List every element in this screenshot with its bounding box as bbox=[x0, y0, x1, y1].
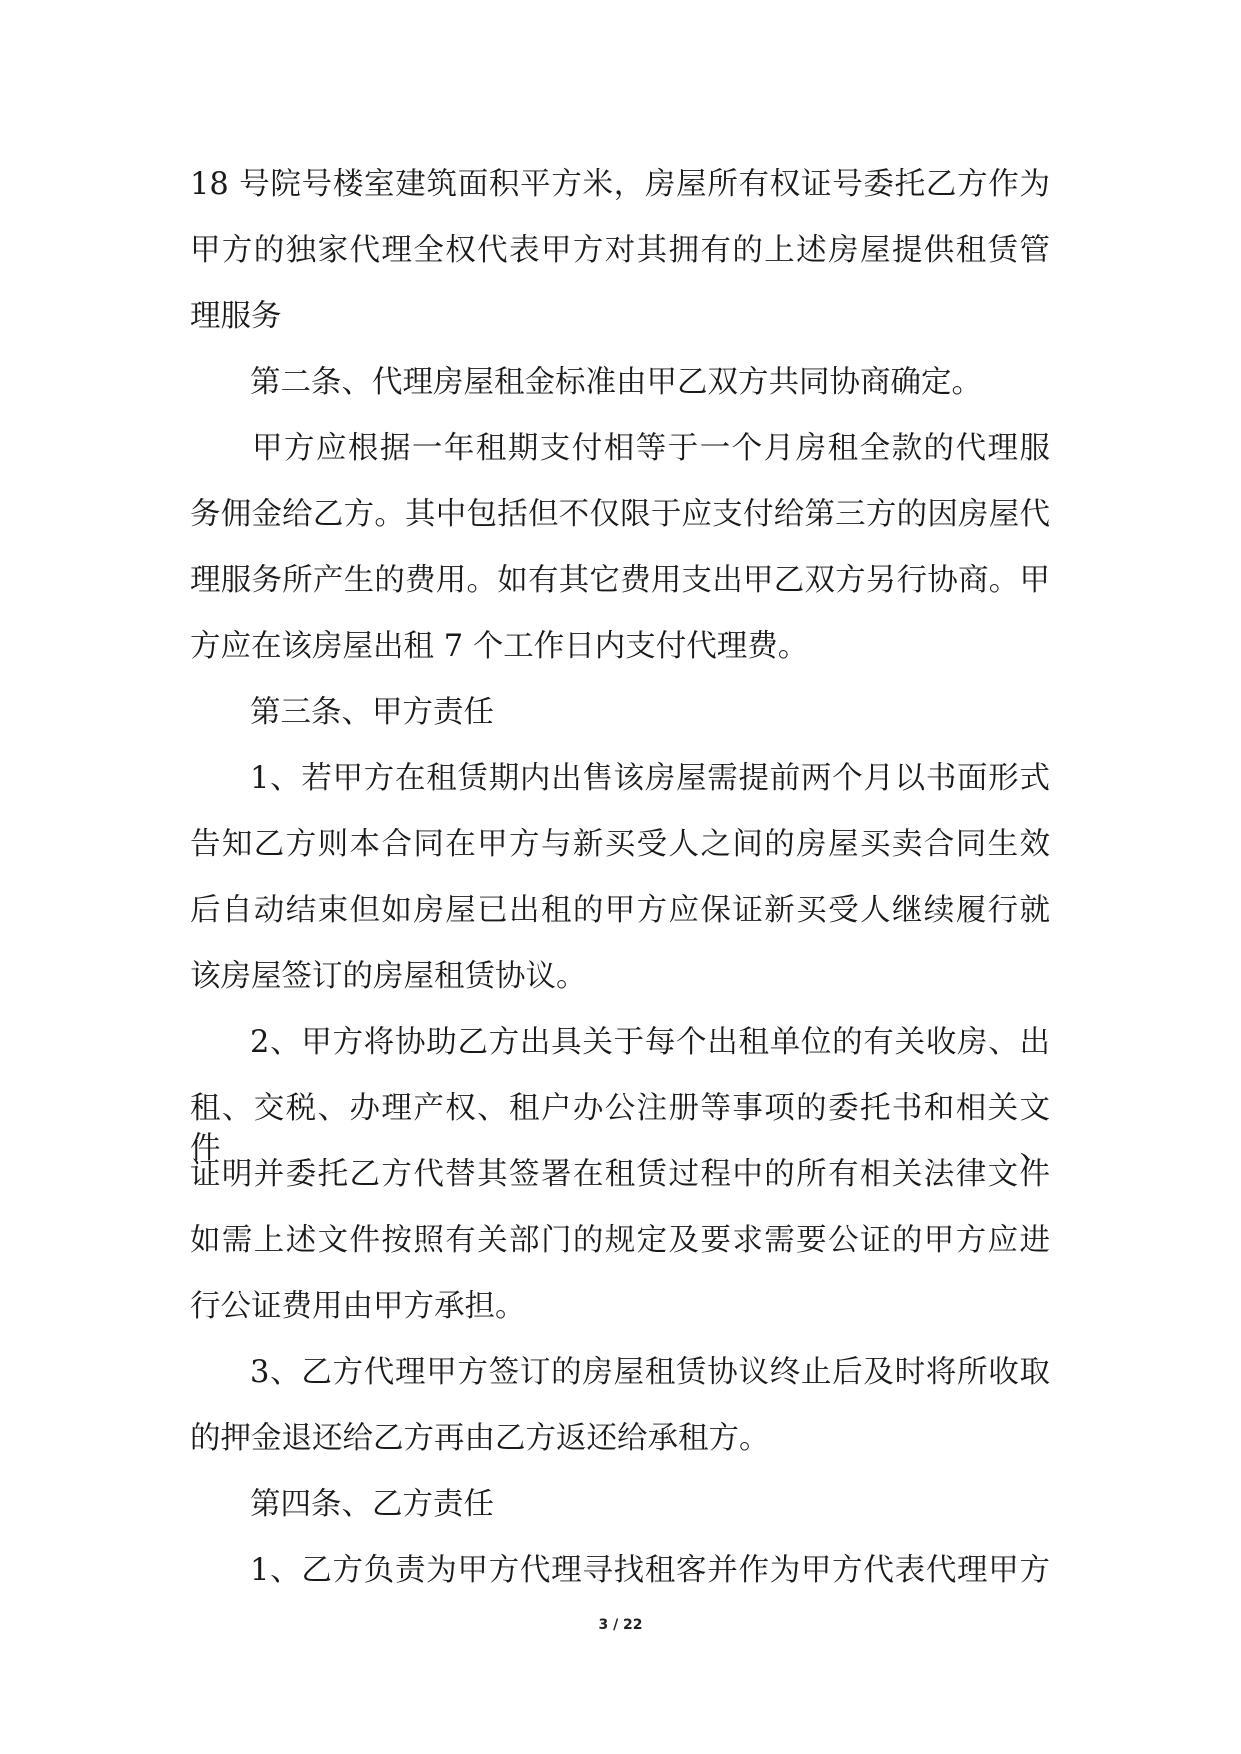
paragraph-line bbox=[0, 627, 1241, 667]
paragraph-line bbox=[0, 1287, 1241, 1327]
paragraph-line bbox=[0, 495, 1241, 535]
text-line: 第二条、代理房屋租金标准由甲乙双方共同协商确定。 bbox=[250, 365, 982, 400]
text-line: 2、甲方将协助乙方出具关于每个出租单位的有关收房、出 bbox=[250, 1025, 1050, 1060]
text-line: 理服务 bbox=[190, 299, 282, 334]
paragraph-line bbox=[0, 429, 1241, 469]
text-line: 该房屋签订的房屋租赁协议。 bbox=[190, 959, 587, 994]
paragraph-line bbox=[0, 759, 1241, 799]
paragraph-line bbox=[0, 1023, 1241, 1063]
section-heading-line bbox=[0, 693, 1241, 733]
page-number: 3 / 22 bbox=[598, 1617, 643, 1633]
paragraph-line bbox=[0, 1419, 1241, 1459]
text-line: 1、乙方负责为甲方代理寻找租客并作为甲方代表代理甲方 bbox=[250, 1553, 1050, 1588]
text-line: 证明并委托乙方代替其签署在租赁过程中的所有相关法律文件 bbox=[190, 1157, 1050, 1192]
paragraph-line bbox=[0, 561, 1241, 601]
text-line: 租、交税、办理产权、租户办公注册等事项的委托书和相关文件、 bbox=[190, 1091, 1050, 1166]
text-line: 理服务所产生的费用。如有其它费用支出甲乙双方另行协商。甲 bbox=[190, 563, 1050, 598]
text-line: 甲方应根据一年租期支付相等于一个月房租全款的代理服 bbox=[252, 431, 1050, 466]
paragraph-line bbox=[0, 891, 1241, 931]
text-line: 甲方的独家代理全权代表甲方对其拥有的上述房屋提供租赁管 bbox=[190, 233, 1050, 268]
paragraph-line bbox=[0, 1155, 1241, 1195]
section-heading-line bbox=[0, 363, 1241, 403]
text-line: 务佣金给乙方。其中包括但不仅限于应支付给第三方的因房屋代 bbox=[190, 497, 1050, 532]
text-line: 后自动结束但如房屋已出租的甲方应保证新买受人继续履行就 bbox=[190, 893, 1050, 928]
paragraph-line bbox=[0, 1353, 1241, 1393]
paragraph-line bbox=[0, 165, 1241, 205]
text-line: 如需上述文件按照有关部门的规定及要求需要公证的甲方应进 bbox=[190, 1223, 1050, 1258]
text-line: 行公证费用由甲方承担。 bbox=[190, 1289, 526, 1324]
paragraph-line bbox=[0, 1221, 1241, 1261]
text-line: 第三条、甲方责任 bbox=[250, 695, 494, 730]
text-line: 的押金退还给乙方再由乙方返还给承租方。 bbox=[190, 1421, 770, 1456]
section-heading-line bbox=[0, 1485, 1241, 1525]
paragraph-line bbox=[0, 297, 1241, 337]
paragraph-line bbox=[0, 825, 1241, 865]
text-line: 方应在该房屋出租 7 个工作日内支付代理费。 bbox=[190, 629, 809, 664]
text-line: 第四条、乙方责任 bbox=[250, 1487, 494, 1522]
paragraph-line bbox=[0, 957, 1241, 997]
paragraph-line bbox=[0, 1551, 1241, 1591]
text-line: 3、乙方代理甲方签订的房屋租赁协议终止后及时将所收取 bbox=[250, 1355, 1050, 1390]
paragraph-line bbox=[0, 231, 1241, 271]
text-line: 18 号院号楼室建筑面积平方米，房屋所有权证号委托乙方作为 bbox=[190, 167, 1050, 202]
text-line: 告知乙方则本合同在甲方与新买受人之间的房屋买卖合同生效 bbox=[190, 827, 1050, 862]
text-line: 1、若甲方在租赁期内出售该房屋需提前两个月以书面形式 bbox=[250, 761, 1050, 796]
